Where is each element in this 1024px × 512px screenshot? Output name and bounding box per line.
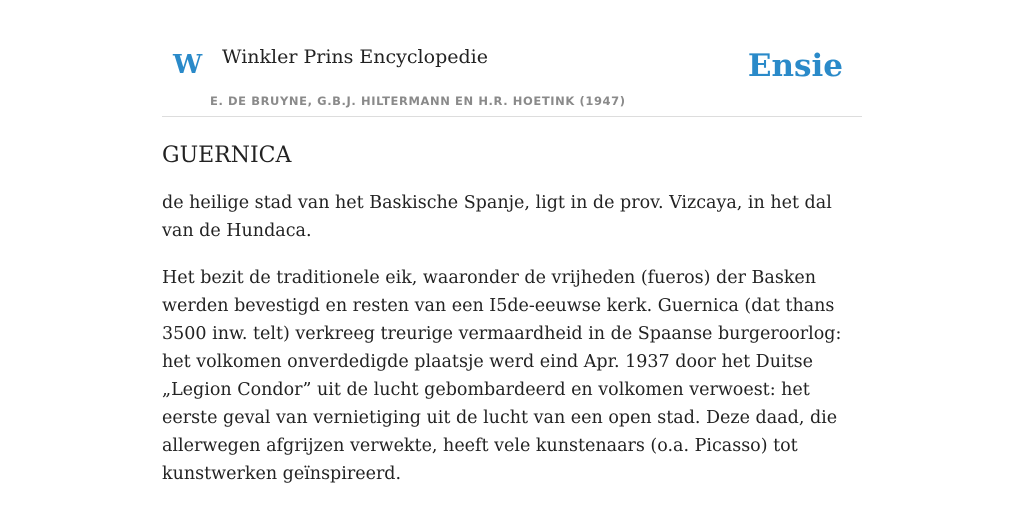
source-authors: E. DE BRUYNE, G.B.J. HILTERMANN EN H.R. HOETINK (1947) [210,94,626,108]
article-paragraph-1: de heilige stad van het Baskische Spanje, ligt in de prov. Vizcaya, in het dal van de Hundaca. [162,193,832,242]
source-title[interactable]: Winkler Prins Encyclopedie [222,46,488,68]
article-paragraph-2: Het bezit de traditionele eik, waaronder de vrijheden (fueros) der Basken werden bevestigd en resten van een I5de-eeuwse kerk. Guernica (dat thans 3500 inw. telt) verkreeg treurige vermaardheid in de Spaanse burgeroorlog: het volkomen onverdedigde plaatsje werd eind Apr. 1937 door het Duitse „Legion Condor” uit de lucht gebombardeerd en volkomen verwoest: het eerste geval van vernietiging uit de lucht van een open stad. Deze daad, die allerwegen afgrijzen verwekte, heeft vele kunstenaars (o.a. Picasso) tot kunstwerken geïnspireerd. [162,268,842,485]
ensie-logo[interactable]: Ensie [747,48,843,84]
article-title: GUERNICA [162,143,292,168]
winkler-prins-logo[interactable]: W [173,50,203,80]
source-header [162,0,862,117]
article-card [162,0,862,488]
